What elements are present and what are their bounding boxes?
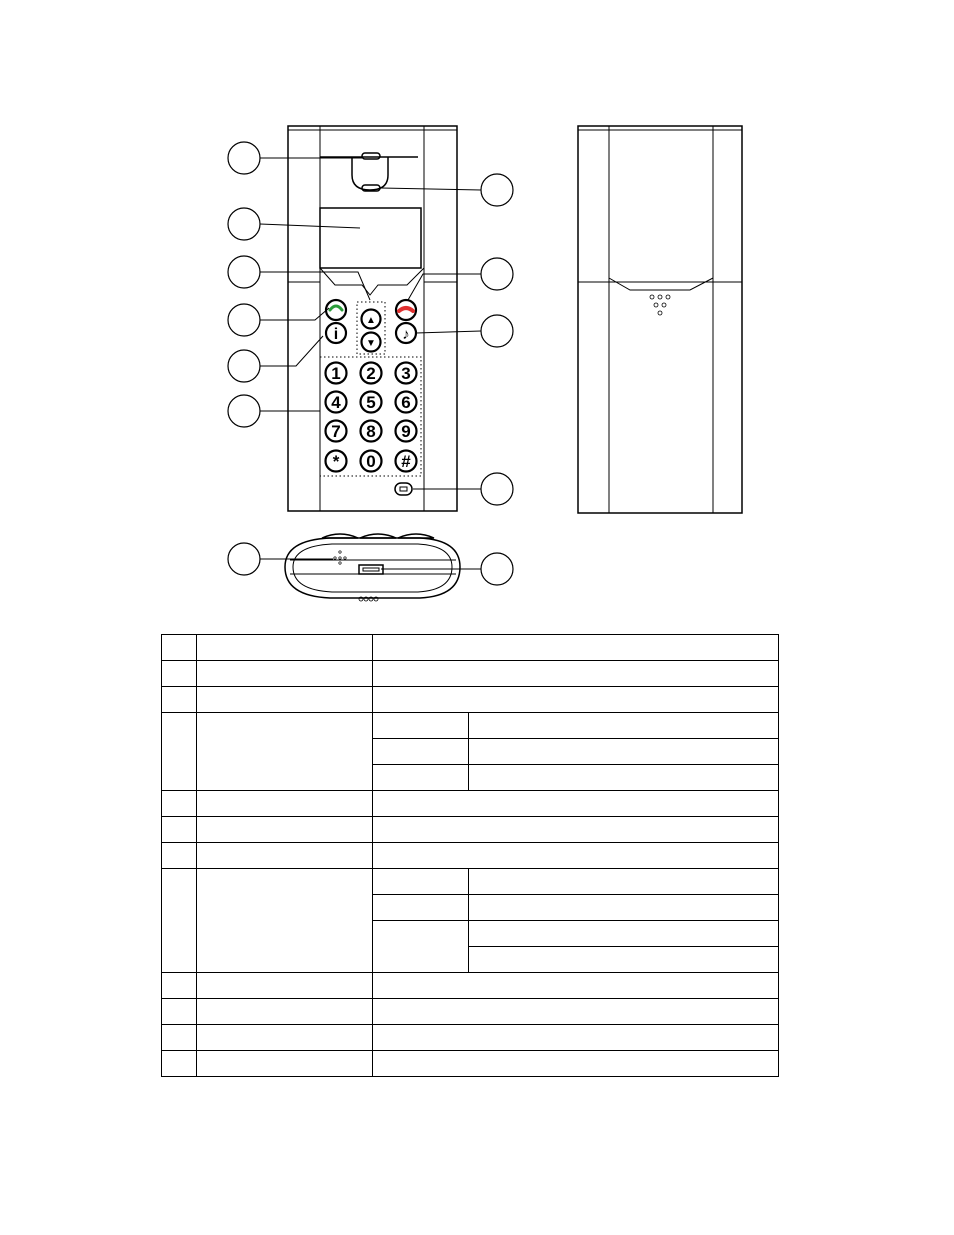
keypad-key-label: 6 (401, 393, 411, 412)
table-row (162, 817, 779, 843)
charging-indicator (395, 483, 412, 495)
bottom-view (285, 534, 460, 601)
keypad-key[interactable] (326, 392, 347, 413)
table-row (162, 843, 779, 869)
music-note-icon: ♪ (402, 326, 410, 343)
keypad-key-label: 3 (401, 364, 411, 383)
keypad-key-label: 9 (401, 422, 411, 441)
keypad-key[interactable] (361, 363, 382, 384)
table-row (162, 999, 779, 1025)
nav-up-key[interactable] (362, 310, 381, 329)
table-row (162, 661, 779, 687)
callout-circle (228, 350, 260, 382)
keypad-key[interactable] (396, 451, 417, 472)
callout-circle (481, 473, 513, 505)
earpiece-grille-top (362, 153, 380, 159)
table-row (162, 1025, 779, 1051)
callout-circle (228, 208, 260, 240)
callout-circle (481, 315, 513, 347)
callout-circle (228, 395, 260, 427)
back-view (578, 126, 742, 513)
music-key[interactable] (396, 323, 416, 343)
keypad-key[interactable] (361, 421, 382, 442)
keypad-key[interactable] (396, 421, 417, 442)
keypad-key-label: 4 (331, 393, 341, 412)
table-row (162, 635, 779, 661)
keypad-key[interactable] (396, 392, 417, 413)
legend-table (161, 634, 779, 1077)
keypad-key-label: 0 (366, 452, 376, 471)
keypad-key-label: # (401, 452, 411, 471)
up-arrow-icon: ▲ (366, 315, 376, 326)
microphone-holes (334, 551, 346, 564)
keypad-key-label: * (332, 452, 340, 471)
callout-circle (228, 142, 260, 174)
keypad-key-label: 8 (366, 422, 376, 441)
speaker-grille (650, 295, 670, 315)
info-key[interactable] (326, 323, 346, 343)
table-row (162, 869, 779, 895)
keypad-key[interactable] (396, 363, 417, 384)
end-key[interactable] (396, 300, 416, 320)
keypad-key-label: 2 (366, 364, 376, 383)
usb-port[interactable] (359, 565, 383, 574)
keypad (326, 363, 417, 472)
table-row (162, 973, 779, 999)
callout-circle (481, 174, 513, 206)
keypad-key[interactable] (326, 363, 347, 384)
keypad-key[interactable] (361, 392, 382, 413)
keypad-key[interactable] (326, 421, 347, 442)
back-body-outline (578, 126, 742, 513)
table-row (162, 713, 779, 739)
front-view (288, 126, 457, 511)
down-arrow-icon: ▼ (366, 338, 376, 349)
keypad-key[interactable] (361, 451, 382, 472)
display-screen (320, 208, 421, 268)
info-icon: i (333, 326, 339, 343)
table-row (162, 687, 779, 713)
keypad-key[interactable] (326, 451, 347, 472)
callout-circle (228, 543, 260, 575)
table-row (162, 1051, 779, 1077)
callouts-left (228, 142, 370, 575)
callout-circle (228, 256, 260, 288)
callout-circle (481, 258, 513, 290)
keypad-key-label: 1 (331, 364, 341, 383)
call-key[interactable] (326, 300, 346, 320)
table-row (162, 791, 779, 817)
callout-circle (481, 553, 513, 585)
nav-down-key[interactable] (362, 333, 381, 352)
keypad-key-label: 5 (366, 393, 376, 412)
callout-circle (228, 304, 260, 336)
keypad-key-label: 7 (331, 422, 341, 441)
